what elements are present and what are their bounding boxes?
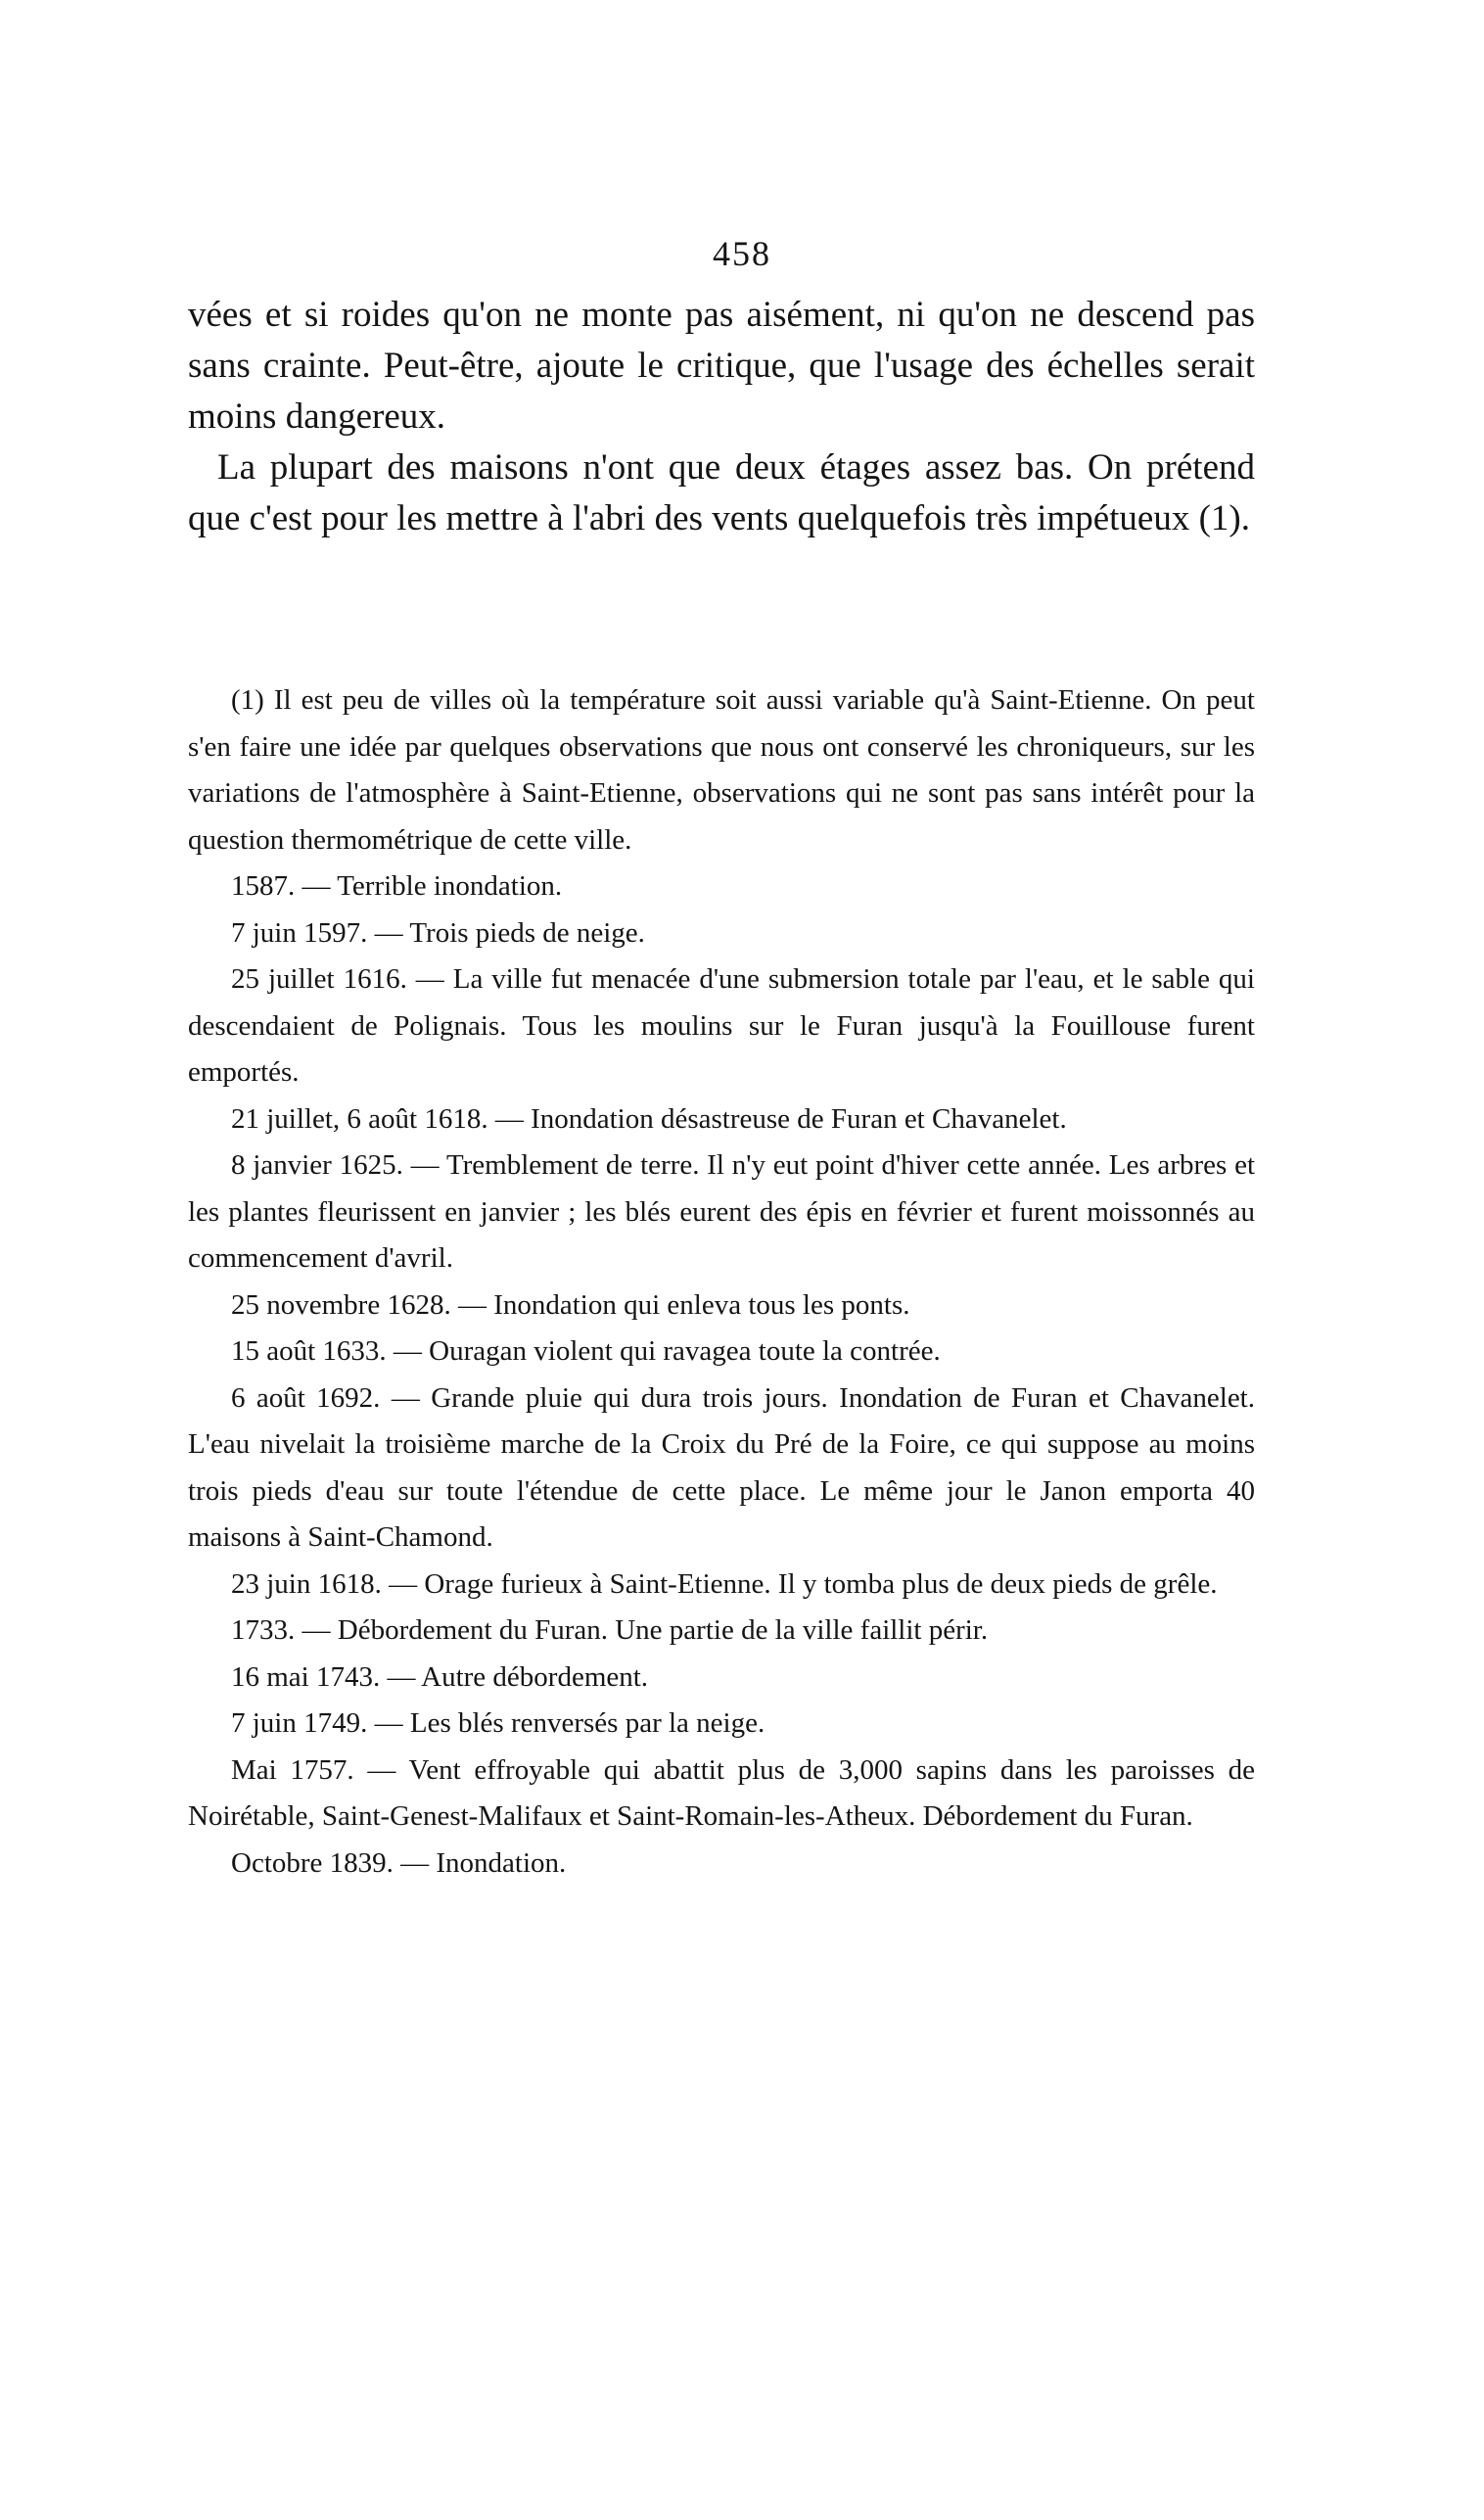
footnote xyxy=(188,677,1255,1887)
footnote-entry: 1733. — Débordement du Furan. Une partie de la ville faillit périr. xyxy=(231,1614,989,1646)
footnote-entry: 23 juin 1618. — Orage furieux à Saint-Etienne. Il y tomba plus de deux pieds de grêle. xyxy=(231,1567,1218,1600)
footnote-entry: Mai 1757. — Vent effroyable qui abattit plus de 3,000 sapins dans les paroisses de Noirétable, Saint-Genest-Malifaux et Saint-Romain-les-Atheux. Débordement du Furan. xyxy=(188,1753,1255,1832)
page-number: 458 xyxy=(713,234,771,273)
footnote-intro: (1) Il est peu de villes où la température soit aussi variable qu'à Saint-Etienne. On peut s'en faire une idée par quelques observations que nous ont conservé les chroniqueurs, sur les variations de l'atmosphère à Saint-Etienne, observations qui ne sont pas sans intérêt pour la question thermométrique de cette ville. xyxy=(188,684,1255,856)
footnote-entry: 7 juin 1597. — Trois pieds de neige. xyxy=(231,916,645,949)
footnote-entry: 25 juillet 1616. — La ville fut menacée d'une submersion totale par l'eau, et le sable qui descendaient de Polignais. Tous les moulins sur le Furan jusqu'à la Fouillouse furent emportés. xyxy=(188,963,1255,1088)
footnote-entry: 6 août 1692. — Grande pluie qui dura trois jours. Inondation de Furan et Chavanelet. L'eau nivelait la troisième marche de la Croix du Pré de la Foire, ce qui suppose au moins trois pieds d'eau sur toute l'étendue de cette place. Le même jour le Janon emporta 40 maisons à Saint-Chamond. xyxy=(188,1381,1255,1553)
footnote-entry: 21 juillet, 6 août 1618. — Inondation désastreuse de Furan et Chavanelet. xyxy=(231,1102,1067,1135)
footnote-entry: Octobre 1839. — Inondation. xyxy=(231,1846,567,1879)
footnote-entry: 15 août 1633. — Ouragan violent qui ravagea toute la contrée. xyxy=(231,1335,941,1367)
footnote-entry: 7 juin 1749. — Les blés renversés par la neige. xyxy=(231,1707,765,1739)
main-paragraph: vées et si roides qu'on ne monte pas aisément, ni qu'on ne descend pas sans crainte. Peut-être, ajoute le critique, que l'usage des échelles serait moins dangereux. xyxy=(188,295,1255,437)
footnote-entry: 1587. — Terrible inondation. xyxy=(231,870,563,902)
footnote-entry: 8 janvier 1625. — Tremblement de terre. Il n'y eut point d'hiver cette année. Les arbres et les plantes fleurissent en janvier ; les blés eurent des épis en février et furent moissonnés au commencement d'avril. xyxy=(188,1149,1255,1274)
main-text xyxy=(188,290,1255,544)
main-paragraph: La plupart des maisons n'ont que deux étages assez bas. On prétend que c'est pour les mettre à l'abri des vents quelquefois très impétueux (1). xyxy=(188,447,1255,538)
footnote-entry: 16 mai 1743. — Autre débordement. xyxy=(231,1660,649,1693)
footnote-entry: 25 novembre 1628. — Inondation qui enleva tous les ponts. xyxy=(231,1288,910,1321)
